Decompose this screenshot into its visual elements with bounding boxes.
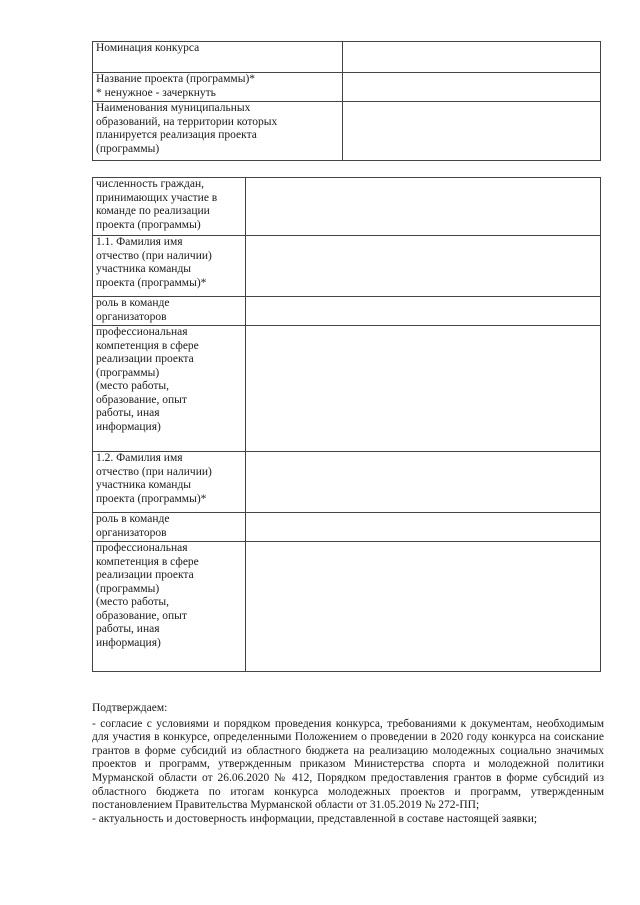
value-cell: [245, 297, 600, 326]
value-cell: [342, 42, 600, 73]
contest-info-table: [92, 41, 601, 161]
project-team-table: [92, 177, 601, 672]
table-row: [93, 513, 601, 542]
confirmation-section: [92, 702, 604, 826]
label-member-1-competence: профессиональная компетенция в сфере реализации проекта (программы) (место работы, образование, опыт работы, иная информация): [93, 326, 246, 452]
table-row: [93, 178, 601, 236]
label-member-2-competence: профессиональная компетенция в сфере реализации проекта (программы) (место работы, образование, опыт работы, иная информация): [93, 542, 246, 672]
label-participants-count: численность граждан, принимающих участие в команде по реализации проекта (программы): [93, 178, 246, 236]
label-municipalities: Наименования муниципальных образований, на территории которых планируется реализация проекта (программы): [93, 102, 343, 161]
confirmation-heading: Подтверждаем:: [92, 702, 168, 714]
value-cell: [245, 542, 600, 672]
table-row: [93, 236, 601, 297]
confirmation-item-accuracy: - актуальность и достоверность информации, представленной в составе настоящей заявки;: [92, 812, 538, 825]
table-row: [93, 326, 601, 452]
table-row: [93, 452, 601, 513]
label-nomination: Номинация конкурса: [93, 42, 343, 73]
value-cell: [342, 73, 600, 102]
table-row: [93, 102, 601, 161]
value-cell: [245, 326, 600, 452]
table-row: [93, 73, 601, 102]
value-cell: [245, 236, 600, 297]
value-cell: [245, 452, 600, 513]
label-member-2-name: 1.2. Фамилия имя отчество (при наличии) участника команды проекта (программы)*: [93, 452, 246, 513]
confirmation-item-consent: - согласие с условиями и порядком проведения конкурса, требованиями к документам, необходимым для участия в конкурсе, определенными Положением о проведении в 2020 году конкурса на соискание грантов в форме субсидий из областного бюджета на реализацию молодежных социально значимых проектов и программ, утвержденным приказом Министерства спорта и молодежной политики Мурманской области от 26.06.2020 № 412, Порядком предоставления грантов в форме субсидий из областного бюджета по итогам конкурса молодежных проектов и программ, утвержденным постановлением Правительства Мурманской области от 31.05.2019 № 272-ПП;: [92, 717, 604, 812]
table-row: [93, 42, 601, 73]
label-member-1-role: роль в команде организаторов: [93, 297, 246, 326]
label-project-name: Название проекта (программы)* * ненужное - зачеркнуть: [93, 73, 343, 102]
value-cell: [245, 178, 600, 236]
label-member-1-name: 1.1. Фамилия имя отчество (при наличии) участника команды проекта (программы)*: [93, 236, 246, 297]
value-cell: [342, 102, 600, 161]
label-member-2-role: роль в команде организаторов: [93, 513, 246, 542]
table-row: [93, 542, 601, 672]
table-row: [93, 297, 601, 326]
value-cell: [245, 513, 600, 542]
